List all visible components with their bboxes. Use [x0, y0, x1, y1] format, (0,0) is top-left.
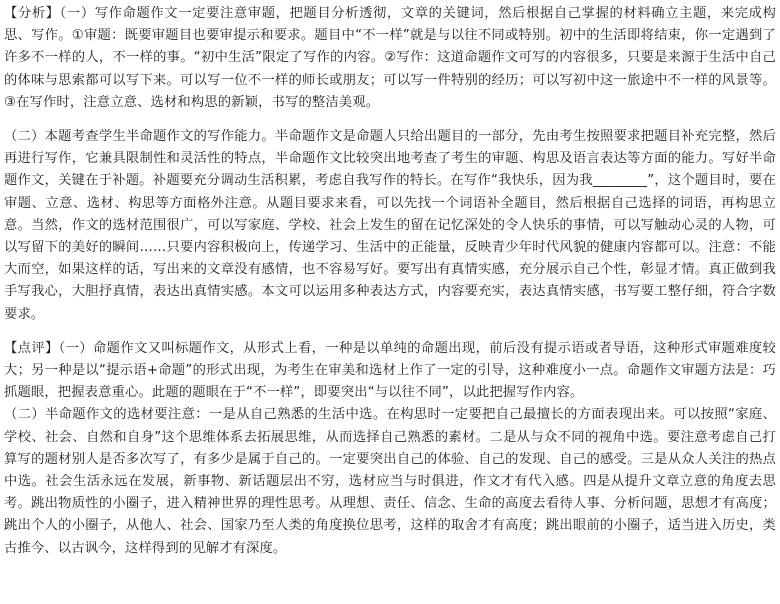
analysis-paragraph-2 — [4, 126, 776, 326]
analysis-paragraph-1 — [4, 3, 776, 114]
analysis-part-2-text: （二）本题考查学生半命题作文的写作能力。半命题作文是命题人只给出题目的一部分，先由考生按照要求把题目补充完整，然后再进行写作，它兼具限制性和灵活性的特点，半命题作文比较突出地考查了考生的审题、构思及语言表达等方面的能力。写好半命题作文，关键在于补题。补题要充分调动生活积累，考虑自我写作的特长。在写作“我快乐，因为我________”，这个题目时，要在审题、立意、选材、构思等方面格外注意。从题目要求来看，可以先找一个词语补全题目，然后根据自己选择的词语，再构思立意。当然，作文的选材范围很广，可以写家庭、学校、社会上发生的留在记忆深处的令人快乐的事情，可以写触动心灵的人物，可以写留下的美好的瞬间……只要内容积极向上，传递学习、生活中的正能量，反映青少年时代风貌的健康内容都可以。注意：不能大而空，如果这样的话，写出来的文章没有感情，也不容易写好。要写出有真情实感，充分展示自己个性，彰显才情。真正做到我手写我心，大胆抒真情，表达出真情实感。本文可以运用多种表达方式，内容要充实，表达真情实感，书写要工整仔细，符合字数要求。 — [4, 129, 776, 322]
comment-paragraph-2 — [4, 404, 776, 559]
comment-label: 【点评】 — [4, 340, 59, 356]
comment-part-2-text: （二）半命题作文的选材要注意：一是从自己熟悉的生活中选。在构思时一定要把自己最擅长的方面表现出来。可以按照“家庭、学校、社会、自然和自身”这个思维体系去拓展思维，从而选择自己熟悉的素材。二是从与众不同的视角中选。要注意考虑自己打算写的题材别人是否多次写了，有多少是属于自己的。一定要突出自己的体验、自己的发现、自己的感受。三是从众人关注的热点中选。社会生活永远在发展，新事物、新话题层出不穷，选材应当与时俱进，作文才有代入感。四是从提升文章立意的角度去思考。跳出物质性的小圈子，进入精神世界的理性思考。从理想、责任、信念、生命的高度去看待人事、分析问题，思想才有高度；跳出个人的小圈子，从他人、社会、国家乃至人类的角度换位思考，这样的取舍才有高度；跳出眼前的小圈子，适当进入历史，类古推今、以古讽今，这样得到的见解才有深度。 — [4, 407, 776, 556]
analysis-part-1-text: （一）写作命题作文一定要注意审题，把题目分析透彻，文章的关键词，然后根据自己掌握的材料确立主题，来完成构思、写作。①审题：既要审题目也要审提示和要求。题目中“不一样”就是与以往不同或特别。初中的生活即将结束，你一定遇到了许多不一样的人，不一样的事。“初中生活”限定了写作的内容。②写作：这道命题作文可写的内容很多，只要是来源于生活中自己的体味与思索都可以写下来。可以写一位不一样的师长或朋友；可以写一件特别的经历；可以写初中这一旅途中不一样的风景等。③在写作时，注意立意、选材和构思的新颖，书写的整洁美观。 — [4, 6, 776, 110]
comment-part-1-text: （一）命题作文又叫标题作文，从形式上看，一种是以单纯的命题出现，前后没有提示语或者导语，这种形式审题难度较大；另一种是以“提示语+命题”的形式出现，为考生在审美和选材上作了一定的引导，这种难度小一点。命题作文审题方法是：巧抓题眼，把握表意重心。此题的题眼在于“不一样”，即要突出“与以往不同”，以此把握写作内容。 — [4, 340, 776, 401]
comment-paragraph-1 — [4, 338, 776, 405]
analysis-label: 【分析】 — [4, 6, 60, 21]
